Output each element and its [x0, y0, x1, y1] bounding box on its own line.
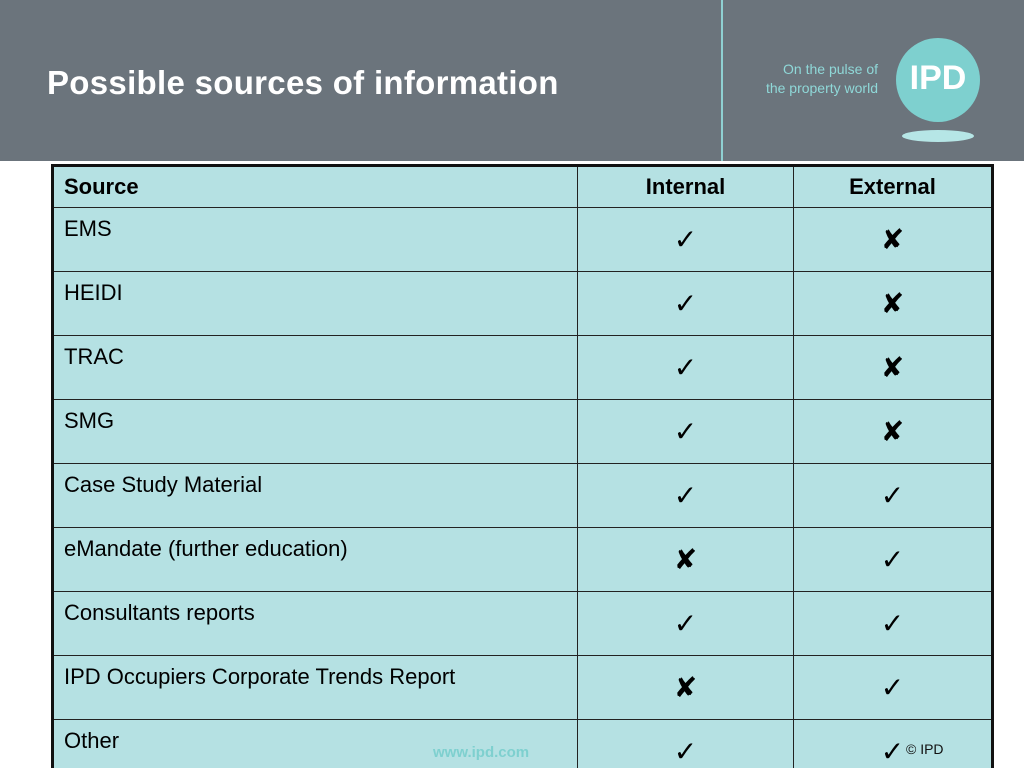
footer-url-link[interactable]: www.ipd.com: [433, 744, 530, 761]
table-row: [53, 400, 993, 464]
tagline-line-1: On the pulse of: [783, 61, 878, 77]
ipd-logo-text: IPD: [909, 59, 967, 97]
external-mark: ✘: [794, 272, 993, 336]
source-cell: eMandate (further education): [53, 528, 578, 592]
sources-table: [51, 164, 994, 768]
internal-mark: ✓: [578, 720, 794, 768]
ipd-logo-ellipse: [902, 130, 974, 142]
external-mark: ✘: [794, 208, 993, 272]
internal-mark: ✘: [578, 528, 794, 592]
header-divider: [721, 0, 723, 161]
source-cell: Other: [53, 720, 578, 768]
internal-mark: ✘: [578, 656, 794, 720]
external-mark: ✓: [794, 528, 993, 592]
column-header-source: Source: [53, 166, 578, 208]
source-cell: TRAC: [53, 336, 578, 400]
slide-title: Possible sources of information: [47, 64, 559, 101]
source-cell: Case Study Material: [53, 464, 578, 528]
source-cell: EMS: [53, 208, 578, 272]
external-mark: ✓: [794, 592, 993, 656]
table-row: [53, 528, 993, 592]
source-cell: Consultants reports: [53, 592, 578, 656]
external-mark: ✘: [794, 400, 993, 464]
column-header-internal: Internal: [578, 166, 794, 208]
external-mark: ✓: [794, 656, 993, 720]
table-row: [53, 464, 993, 528]
table-row: [53, 592, 993, 656]
sources-table-wrapper: [51, 164, 991, 768]
internal-mark: ✓: [578, 336, 794, 400]
table-row: [53, 208, 993, 272]
table-row: [53, 656, 993, 720]
internal-mark: ✓: [578, 592, 794, 656]
internal-mark: ✓: [578, 400, 794, 464]
internal-mark: ✓: [578, 464, 794, 528]
table-row: [53, 336, 993, 400]
footer-copyright: © IPD: [906, 741, 944, 757]
source-cell: IPD Occupiers Corporate Trends Report: [53, 656, 578, 720]
tagline: [766, 60, 878, 98]
column-header-external: External: [794, 166, 993, 208]
tagline-line-2: the property world: [765, 80, 878, 96]
internal-mark: ✓: [578, 208, 794, 272]
external-mark: ✘: [794, 336, 993, 400]
internal-mark: ✓: [578, 272, 794, 336]
table-row: [53, 272, 993, 336]
source-cell: HEIDI: [53, 272, 578, 336]
external-mark: ✓: [794, 720, 993, 768]
table-header-row: [53, 166, 993, 208]
source-cell: SMG: [53, 400, 578, 464]
external-mark: ✓: [794, 464, 993, 528]
